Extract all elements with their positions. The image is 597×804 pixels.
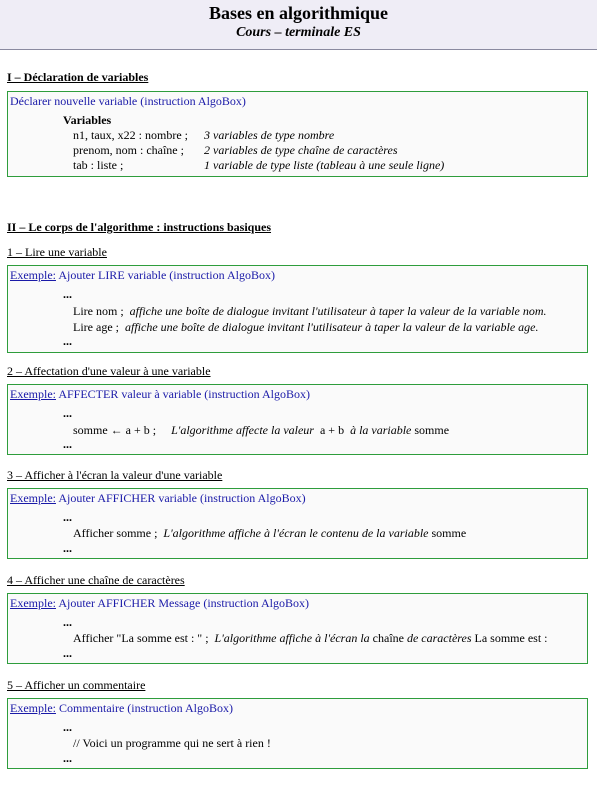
example-box-afficher-chaine [7, 593, 588, 664]
var-decl-code-3: tab : liste ; [73, 158, 124, 172]
var-decl-comment-1: 3 variables de type nombre [204, 128, 335, 142]
var-decl-code-1: n1, taux, x22 : nombre ; [73, 128, 188, 142]
code-line-2: Lire age ; affiche une boîte de dialogue invitant l'utilisateur à taper la valeur de la variable age. [73, 320, 539, 334]
ellipsis: ... [63, 541, 72, 555]
example-label: Exemple: [10, 701, 56, 715]
code-line-1: Afficher somme ; L'algorithme affiche à l'écran le contenu de la variable somme [73, 526, 467, 540]
example-box-lire [7, 265, 588, 353]
box-caption [10, 491, 306, 506]
document-subtitle: Cours – terminale ES [236, 25, 361, 40]
code-line-1: Afficher "La somme est : " ; L'algorithme affiche à l'écran la chaîne de caractères La somme est : [73, 631, 548, 645]
box-caption [10, 268, 275, 283]
code-line-1: Lire nom ; affiche une boîte de dialogue invitant l'utilisateur à taper la valeur de la variable nom. [73, 304, 547, 318]
section-heading-corps: II – Le corps de l'algorithme : instructions basiques [7, 220, 272, 234]
example-label: Exemple: [10, 596, 56, 610]
ellipsis: ... [63, 510, 72, 524]
caption-text: Ajouter AFFICHER Message (instruction AlgoBox) [58, 596, 309, 610]
ellipsis: ... [63, 646, 72, 660]
declaration-box [7, 91, 588, 177]
ellipsis: ... [63, 615, 72, 629]
document-title: Bases en algorithmique [208, 3, 388, 23]
var-decl-comment-3: 1 variable de type liste (tableau à une seule ligne) [204, 158, 445, 172]
subsection-title-affecter: 2 – Affectation d'une valeur à une variable [7, 364, 211, 378]
example-box-affecter [7, 384, 588, 455]
example-box-commentaire [7, 698, 588, 769]
subsection-title-lire: 1 – Lire une variable [7, 245, 107, 259]
ellipsis: ... [63, 287, 72, 301]
example-label: Exemple: [10, 268, 56, 282]
box-caption [10, 387, 310, 402]
subsection-title-afficher-variable: 3 – Afficher à l'écran la valeur d'une variable [7, 468, 223, 482]
variables-label: Variables [63, 113, 112, 127]
box-caption [10, 701, 233, 716]
ellipsis: ... [63, 720, 72, 734]
caption-text: AFFECTER valeur à variable (instruction AlgoBox) [58, 387, 310, 401]
example-label: Exemple: [10, 387, 56, 401]
document-header [0, 0, 597, 50]
caption-text: Commentaire (instruction AlgoBox) [58, 701, 233, 715]
code-line-1: // Voici un programme qui ne sert à rien ! [73, 736, 271, 750]
section-heading-declaration: I – Déclaration de variables [7, 70, 149, 84]
example-box-afficher-variable [7, 488, 588, 559]
var-decl-code-2: prenom, nom : chaîne ; [73, 143, 184, 157]
caption-text: Ajouter LIRE variable (instruction AlgoBox) [58, 268, 275, 282]
box-caption: Déclarer nouvelle variable (instruction AlgoBox) [10, 94, 246, 108]
ellipsis: ... [63, 406, 72, 420]
subsection-title-commentaire: 5 – Afficher un commentaire [7, 678, 146, 692]
code-line-1: somme ← a + b ; L'algorithme affecte la valeur a + b à la variable somme [73, 423, 450, 437]
ellipsis: ... [63, 751, 72, 765]
example-label: Exemple: [10, 491, 56, 505]
var-decl-comment-2: 2 variables de type chaîne de caractères [204, 143, 398, 157]
box-caption [10, 596, 309, 611]
ellipsis: ... [63, 437, 72, 451]
subsection-title-afficher-chaine: 4 – Afficher une chaîne de caractères [7, 573, 185, 587]
ellipsis: ... [63, 334, 72, 348]
caption-text: Ajouter AFFICHER variable (instruction AlgoBox) [58, 491, 306, 505]
